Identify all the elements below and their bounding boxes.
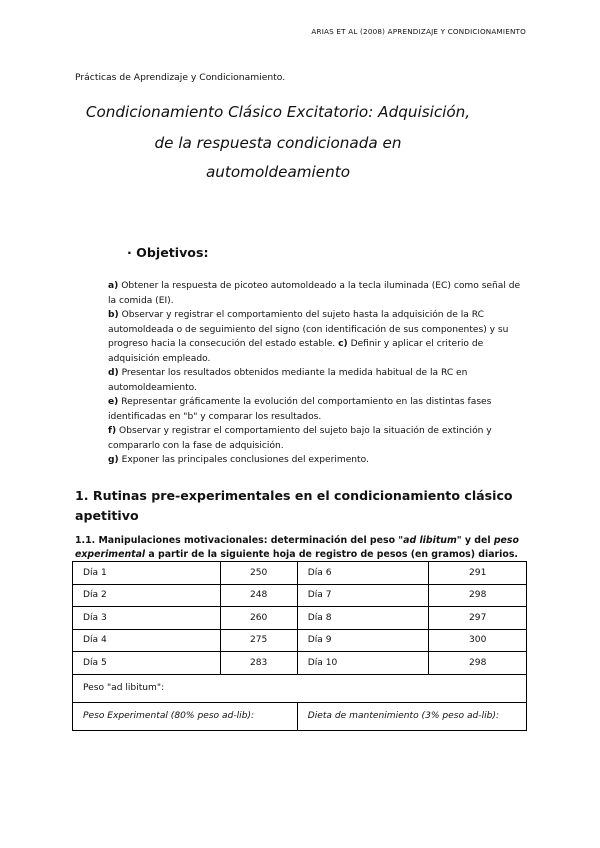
- objective-letter: e): [108, 397, 119, 407]
- table-row: [73, 674, 527, 702]
- day-cell: Día 8: [297, 607, 429, 630]
- subsection-text-5: peso experimental: [75, 535, 519, 560]
- day-cell: Día 1: [73, 562, 221, 585]
- subsection-number: 1.1.: [75, 535, 96, 546]
- subsection-text-6: a partir de la siguiente hoja de registro de pesos (en gramos) diarios.: [145, 548, 518, 560]
- weight-cell: 248: [220, 584, 297, 607]
- ad-libitum-cell: Peso "ad libitum":: [73, 674, 527, 702]
- table-row: [73, 652, 527, 675]
- subsection-1-1: [75, 534, 535, 561]
- day-cell: Día 4: [73, 629, 221, 652]
- objective-text: Definir y aplicar el criterio de adquisición empleado.: [108, 339, 484, 364]
- objective-letter: b): [108, 310, 119, 320]
- experimental-weight-cell: Peso Experimental (80% peso ad-lib):: [73, 702, 298, 730]
- table-row: [73, 584, 527, 607]
- weight-cell: 283: [220, 652, 297, 675]
- day-cell: Día 7: [297, 584, 429, 607]
- day-cell: Día 9: [297, 629, 429, 652]
- objective-letter: c): [338, 339, 348, 349]
- maintenance-diet-cell: Dieta de mantenimiento (3% peso ad-lib):: [297, 702, 526, 730]
- objective-text: Observar y registrar el comportamiento del sujeto hasta la adquisición de la RC automoldeada o de seguimiento del signo (con identificación de sus componentes) y su progreso hacia la consecución del estado estable.: [108, 310, 509, 349]
- table-row: [73, 629, 527, 652]
- document-title-line-1: Condicionamiento Clásico Excitatorio: Adquisición,: [85, 103, 471, 121]
- objective-text: Exponer las principales conclusiones del experimento.: [121, 455, 369, 465]
- weights-table: [72, 561, 527, 731]
- objective-f: [108, 424, 528, 453]
- day-cell: Día 6: [297, 562, 429, 585]
- course-line: Prácticas de Aprendizaje y Condicionamiento.: [75, 72, 286, 83]
- objective-b: [108, 308, 528, 366]
- day-cell: Día 10: [297, 652, 429, 675]
- objective-letter: g): [108, 455, 119, 465]
- objectives-heading: · Objetivos:: [127, 245, 209, 260]
- objective-text: Presentar los resultados obtenidos mediante la medida habitual de la RC en automoldeamiento.: [108, 368, 468, 393]
- objective-text: Observar y registrar el comportamiento del sujeto bajo la situación de extinción y compararlo con la fase de adquisición.: [108, 426, 492, 451]
- weight-cell: 298: [429, 652, 527, 675]
- document-title-line-3: automoldeamiento: [205, 163, 350, 181]
- weight-cell: 250: [220, 562, 297, 585]
- objective-letter: a): [108, 281, 119, 291]
- table-row: [73, 702, 527, 730]
- document-title-line-2: de la respuesta condicionada en: [154, 134, 402, 152]
- objective-text: Obtener la respuesta de picoteo automoldeado a la tecla iluminada (EC) como señal de la comida (EI).: [108, 281, 521, 306]
- day-cell: Día 5: [73, 652, 221, 675]
- weight-cell: 297: [429, 607, 527, 630]
- day-cell: Día 3: [73, 607, 221, 630]
- subsection-text-1: Manipulaciones motivacionales: [98, 535, 264, 546]
- weight-cell: 260: [220, 607, 297, 630]
- objective-text: Representar gráficamente la evolución del comportamiento en las distintas fases identificadas en "b" y comparar los resultados.: [108, 397, 492, 422]
- objectives-list: [108, 279, 528, 468]
- weight-cell: 300: [429, 629, 527, 652]
- table-row: [73, 562, 527, 585]
- objective-letter: f): [108, 426, 117, 436]
- subsection-text-4: " y del: [456, 535, 494, 546]
- weight-cell: 275: [220, 629, 297, 652]
- weight-cell: 298: [429, 584, 527, 607]
- subsection-text-2: : determinación del peso ": [263, 535, 404, 546]
- objective-d: [108, 366, 528, 395]
- weight-cell: 291: [429, 562, 527, 585]
- objective-a: [108, 279, 528, 308]
- objective-letter: d): [108, 368, 119, 378]
- objective-g: [108, 453, 528, 468]
- day-cell: Día 2: [73, 584, 221, 607]
- section-1-heading: 1. Rutinas pre-experimentales en el condicionamiento clásico apetitivo: [75, 488, 513, 523]
- table-row: [73, 607, 527, 630]
- running-header: ARIAS ET AL (2008) APRENDIZAJE Y CONDICIONAMIENTO: [311, 27, 526, 36]
- subsection-text-3: ad libitum: [403, 535, 457, 546]
- objective-e: [108, 395, 528, 424]
